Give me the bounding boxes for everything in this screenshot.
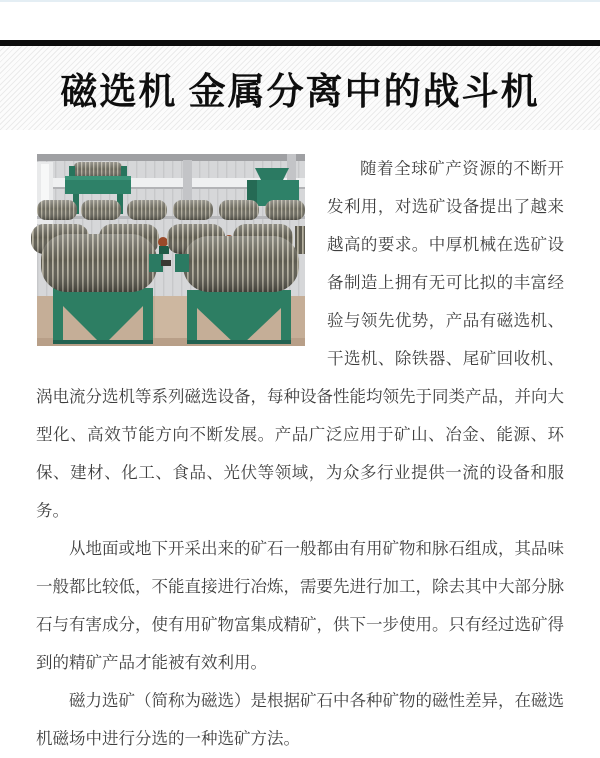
title-banner [0, 40, 600, 130]
page-top-border [0, 0, 600, 2]
article-body [0, 130, 600, 758]
magnetic-separator-machines-photo [37, 154, 305, 346]
paragraph-2: 从地面或地下开采出来的矿石一般都由有用矿物和脉石组成，其品味一般都比较低，不能直接进行冶炼，需要先进行加工，除去其中大部分脉石与有害成分，使有用矿物富集成精矿，供下一步使用。只有经过选矿得到的精矿产品才能被有效利用。 [36, 540, 564, 672]
page-title: 磁选机 金属分离中的战斗机 [60, 72, 540, 113]
factory-photo-illustration [37, 154, 305, 346]
paragraph-1: 随着全球矿产资源的不断开发利用，对选矿设备提出了越来越高的要求。中厚机械在选矿设备制造上拥有无可比拟的丰富经验与领先优势，产品有磁选机、干选机、除铁器、尾矿回收机、涡电流分选机等系列磁选设备，每种设备性能均领先于同类产品，并向大型化、高效节能方向不断发展。产品广泛应用于矿山、冶金、能源、环保、建材、化工、食品、光伏等领域，为众多行业提供一流的设备和服务。 [36, 160, 564, 520]
paragraph-3: 磁力选矿（简称为磁选）是根据矿石中各种矿物的磁性差异，在磁选机磁场中进行分选的一种选矿方法。 [36, 692, 564, 748]
